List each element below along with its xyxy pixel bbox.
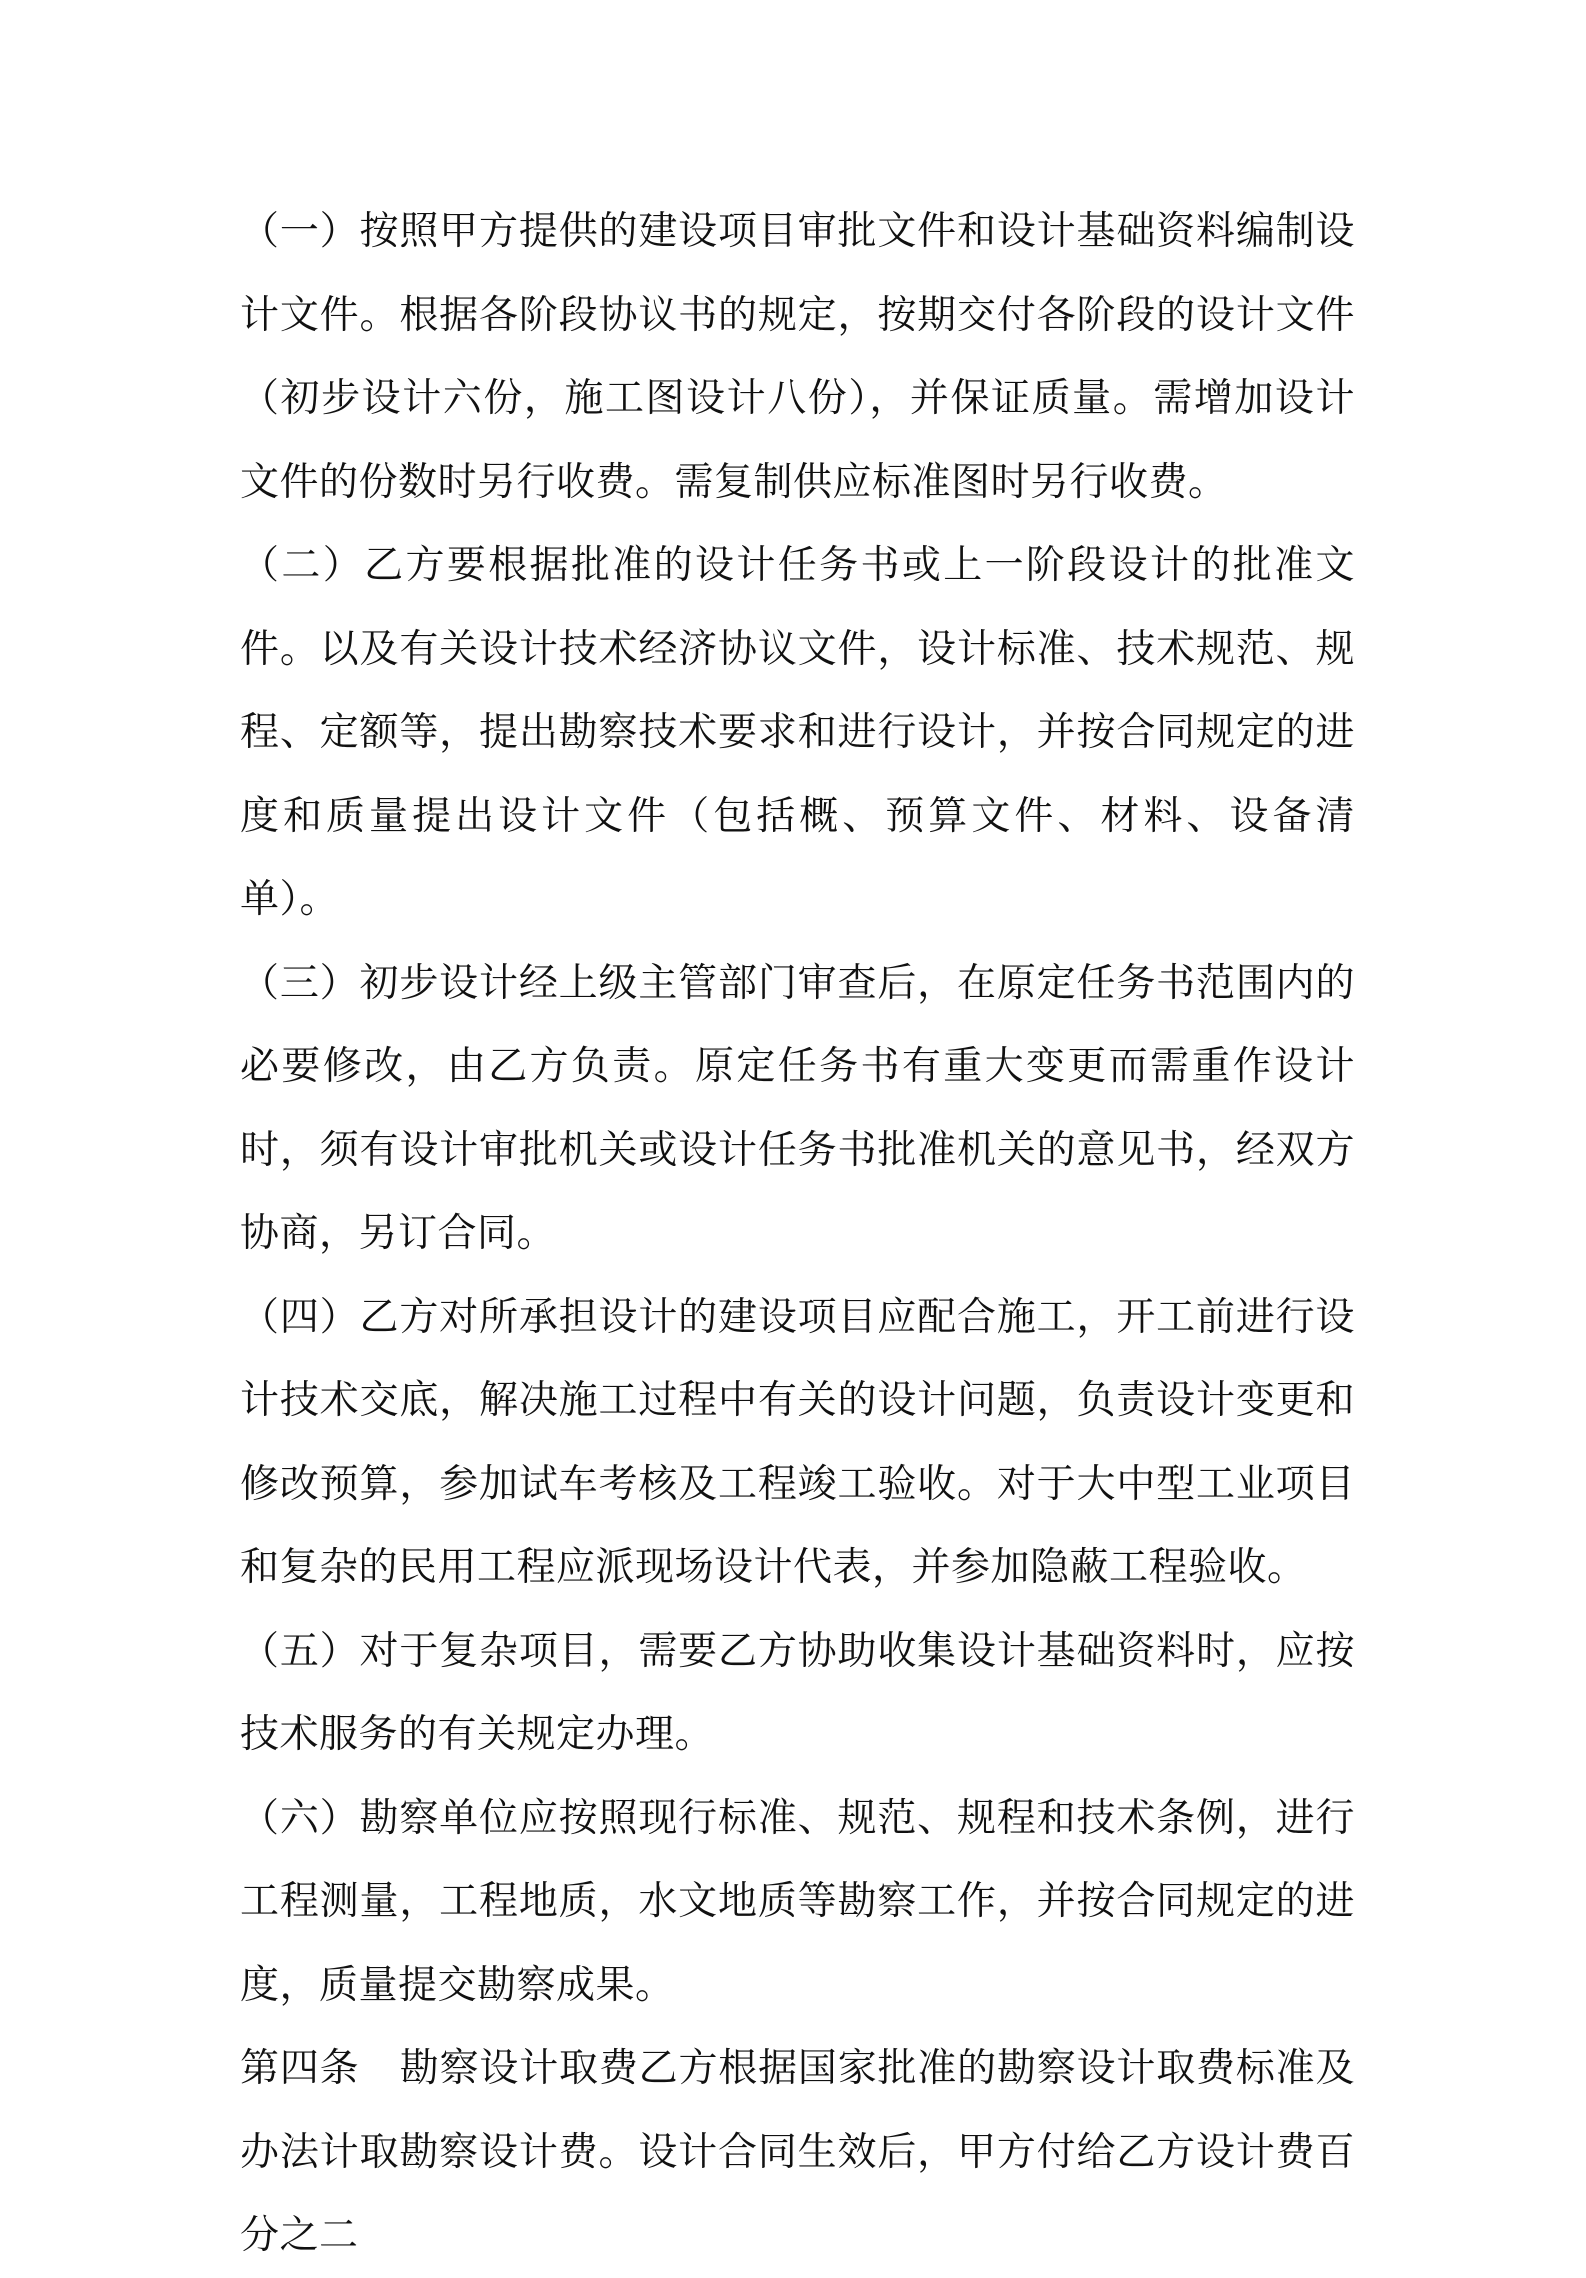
document-body — [240, 190, 1355, 2278]
clause-3-paragraph: （三）初步设计经上级主管部门审查后，在原定任务书范围内的必要修改，由乙方负责。原定任务书有重大变更而需重作设计时，须有设计审批机关或设计任务书批准机关的意见书，经双方协商，另订合同。 — [240, 960, 1355, 1256]
article-text: 勘察设计取费乙方根据国家批准的勘察设计取费标准及办法计取勘察设计费。设计合同生效后，甲方付给乙方设计费百分之二 — [240, 2046, 1355, 2258]
clause-4-paragraph: （四）乙方对所承担设计的建设项目应配合施工，开工前进行设计技术交底，解决施工过程中有关的设计问题，负责设计变更和修改预算，参加试车考核及工程竣工验收。对于大中型工业项目和复杂的民用工程应派现场设计代表，并参加隐蔽工程验收。 — [240, 1294, 1355, 1590]
clause-6-paragraph: （六）勘察单位应按照现行标准、规范、规程和技术条例，进行工程测量，工程地质，水文地质等勘察工作，并按合同规定的进度，质量提交勘察成果。 — [240, 1795, 1355, 2008]
clause-1-paragraph: （一）按照甲方提供的建设项目审批文件和设计基础资料编制设计文件。根据各阶段协议书的规定，按期交付各阶段的设计文件（初步设计六份，施工图设计八份），并保证质量。需增加设计文件的份数时另行收费。需复制供应标准图时另行收费。 — [240, 209, 1355, 505]
article-heading: 第四条 — [240, 2046, 360, 2091]
clause-5-paragraph: （五）对于复杂项目，需要乙方协助收集设计基础资料时，应按技术服务的有关规定办理。 — [240, 1628, 1355, 1757]
clause-2-paragraph: （二）乙方要根据批准的设计任务书或上一阶段设计的批准文件。以及有关设计技术经济协议文件，设计标准、技术规范、规程、定额等，提出勘察技术要求和进行设计，并按合同规定的进度和质量提出设计文件（包括概、预算文件、材料、设备清单）。 — [240, 543, 1355, 922]
article-4-paragraph — [240, 2027, 1355, 2278]
